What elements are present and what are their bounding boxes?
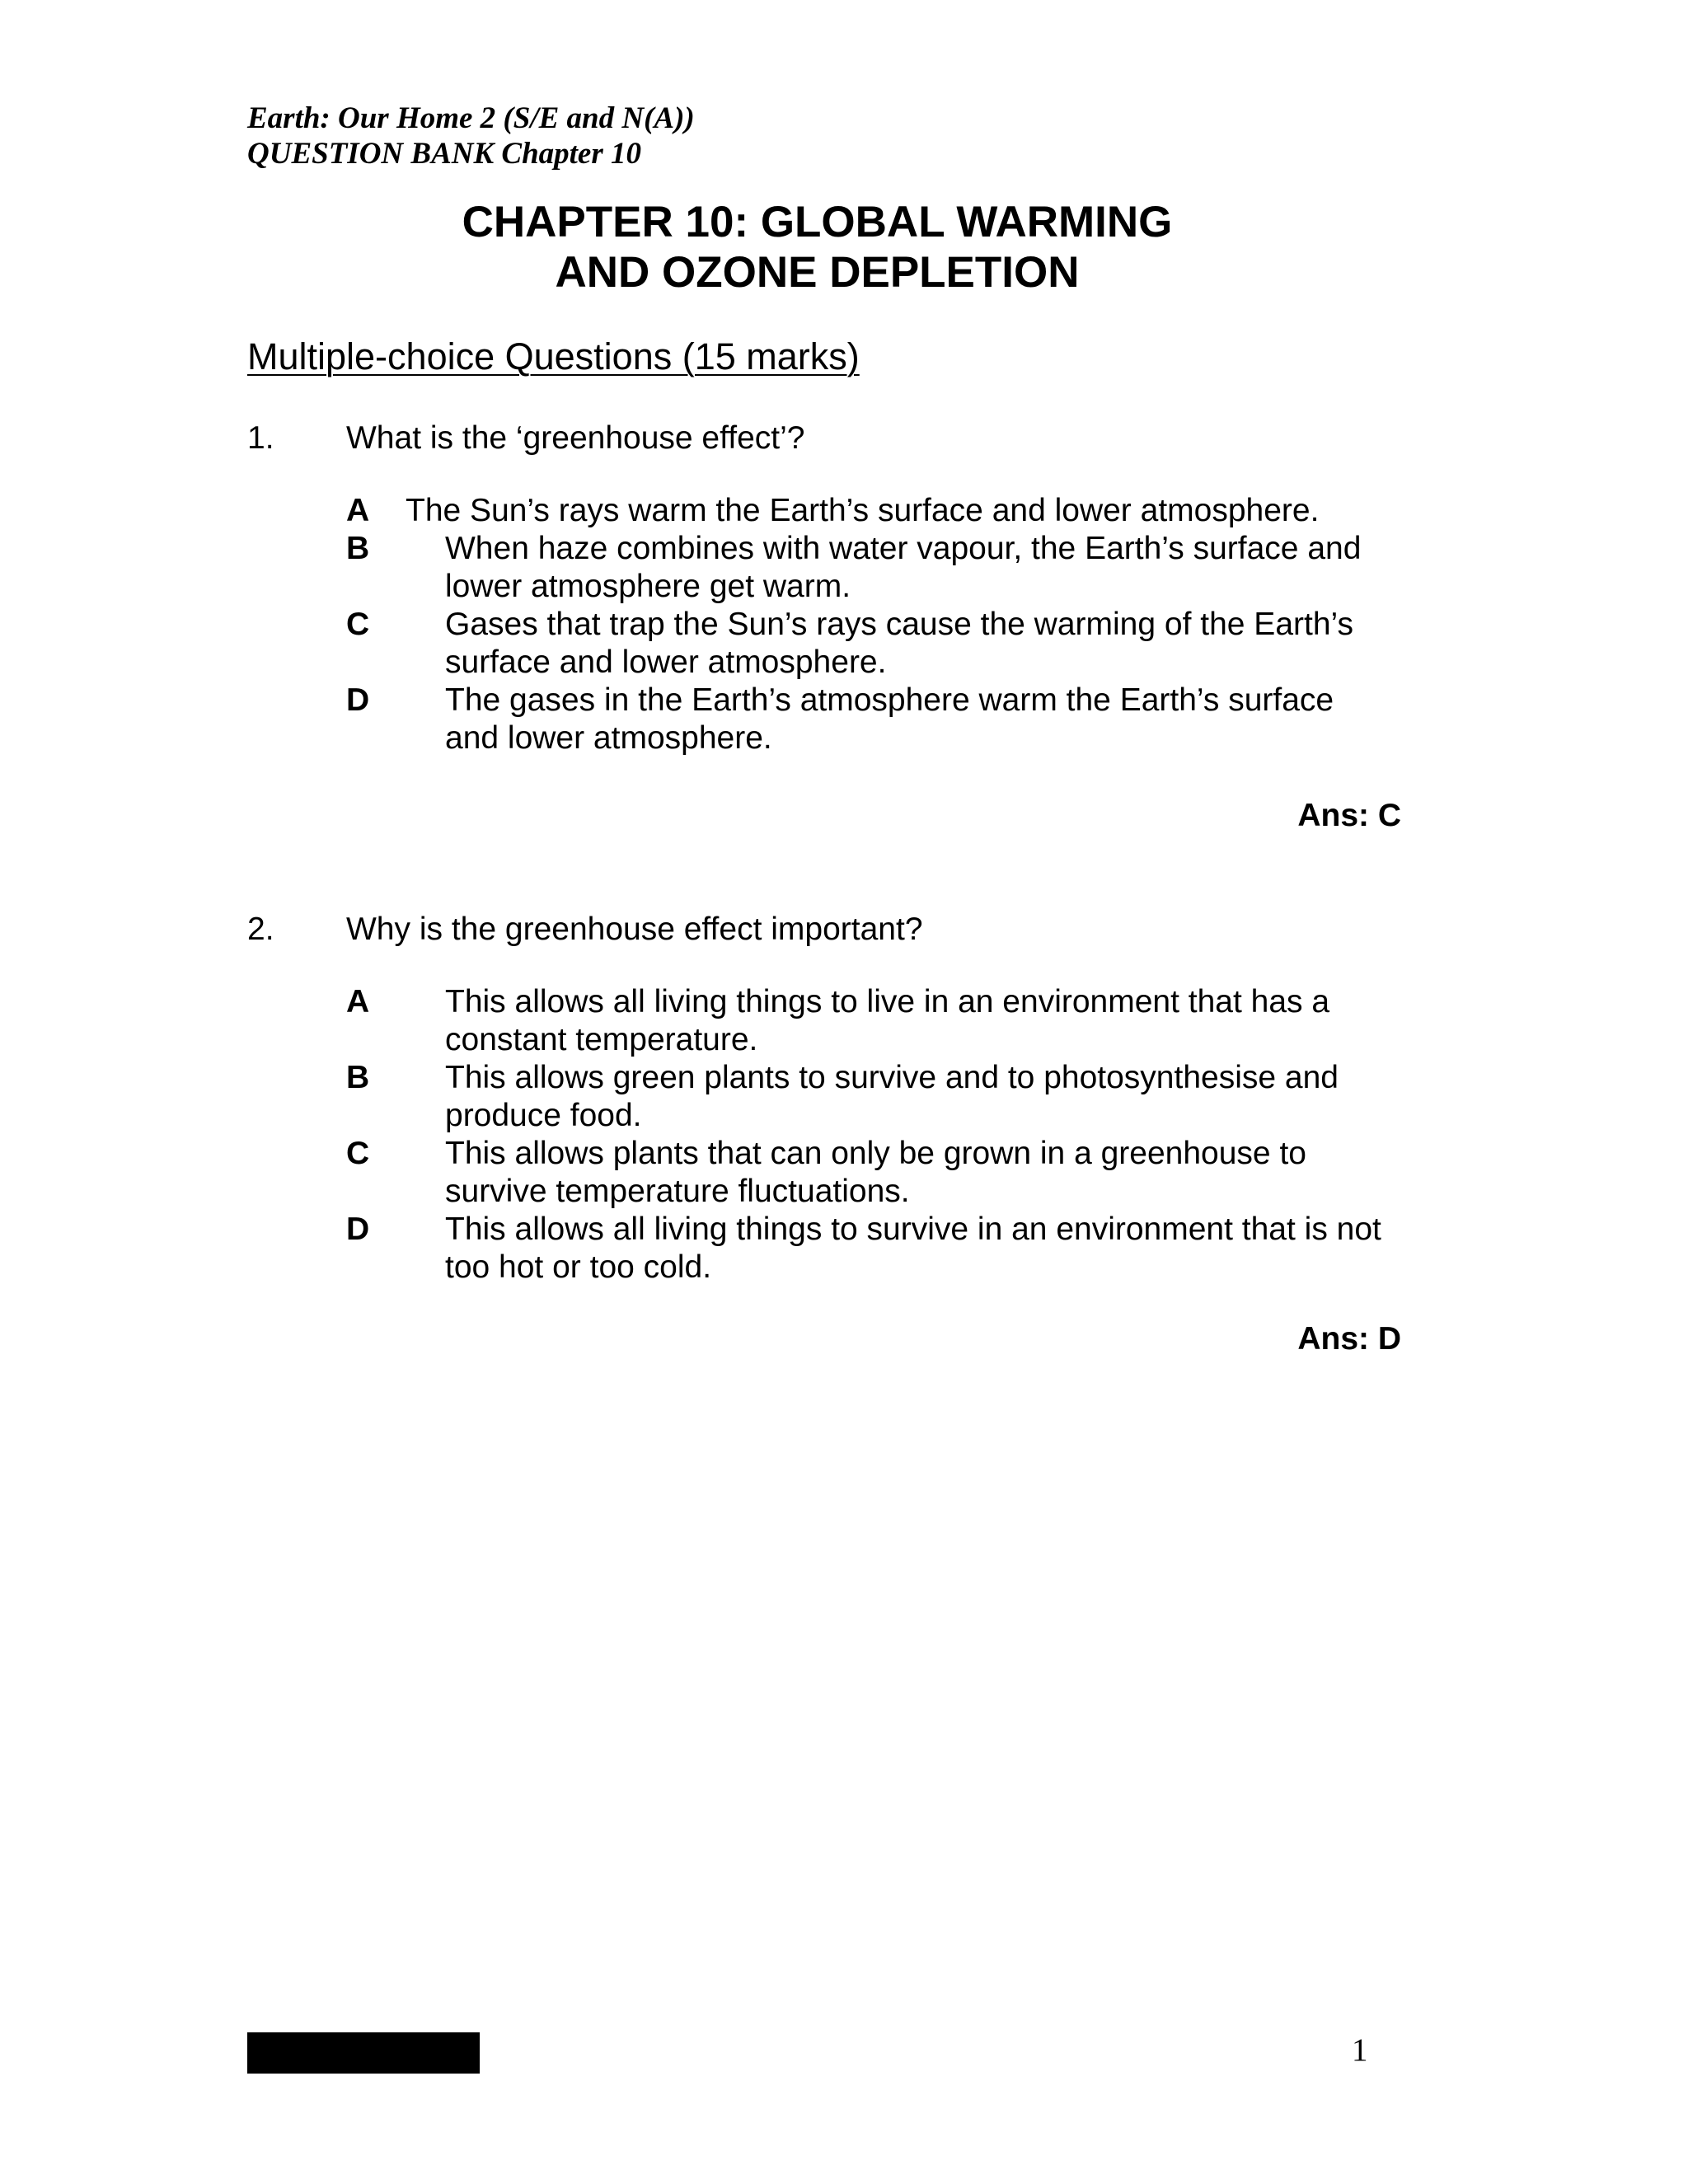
question-number: 1. [247, 420, 274, 456]
answer-label: Ans: C [1297, 798, 1401, 833]
option-letter: D [346, 1212, 370, 1247]
option-text: This allows green plants to survive and to photosynthesise and produce food. [445, 1060, 1339, 1133]
option-text: This allows all living things to live in an environment that has a constant temperature. [445, 984, 1330, 1057]
option-a [346, 492, 1401, 530]
option-text: Gases that trap the Sun’s rays cause the warming of the Earth’s surface and lower atmosphere. [445, 607, 1353, 680]
question-bank-label: QUESTION BANK Chapter 10 [247, 137, 642, 171]
option-b [346, 1059, 1401, 1135]
chapter-title-line-2: AND OZONE DEPLETION [555, 248, 1080, 297]
redaction-bar [247, 2032, 480, 2074]
option-letter: D [346, 682, 370, 718]
section-heading: Multiple-choice Questions (15 marks) [247, 335, 860, 377]
answer-label: Ans: D [1297, 1321, 1401, 1357]
option-letter: C [346, 607, 370, 642]
option-text: This allows all living things to survive in an environment that is not too hot or too cold. [445, 1212, 1381, 1285]
option-letter: C [346, 1136, 370, 1171]
page-number: 1 [1352, 2032, 1368, 2068]
option-text: The gases in the Earth’s atmosphere warm the Earth’s surface and lower atmosphere. [445, 682, 1334, 756]
option-list [346, 492, 1401, 757]
option-c [346, 606, 1401, 682]
option-letter: A [346, 984, 370, 1019]
option-b [346, 530, 1401, 606]
question-text: What is the ‘greenhouse effect’? [346, 420, 805, 456]
option-text: This allows plants that can only be grown in a greenhouse to survive temperature fluctuations. [445, 1136, 1306, 1209]
option-a [346, 983, 1401, 1059]
question-number: 2. [247, 912, 274, 947]
question-stem [247, 909, 1401, 950]
question-1 [247, 418, 1401, 833]
question-text: Why is the greenhouse effect important? [346, 912, 923, 947]
option-letter: A [346, 493, 370, 528]
option-list [346, 983, 1401, 1286]
option-d [346, 682, 1401, 757]
option-c [346, 1135, 1401, 1211]
book-title: Earth: Our Home 2 (S/E and N(A)) [247, 101, 695, 135]
question-2 [247, 909, 1401, 1357]
question-stem [247, 418, 1401, 459]
option-letter: B [346, 1060, 370, 1095]
option-letter: B [346, 531, 370, 566]
chapter-title-line-1: CHAPTER 10: GLOBAL WARMING [462, 198, 1173, 246]
option-text: When haze combines with water vapour, the Earth’s surface and lower atmosphere get warm. [445, 531, 1362, 604]
option-text: The Sun’s rays warm the Earth’s surface and lower atmosphere. [406, 493, 1320, 528]
option-d [346, 1211, 1401, 1286]
